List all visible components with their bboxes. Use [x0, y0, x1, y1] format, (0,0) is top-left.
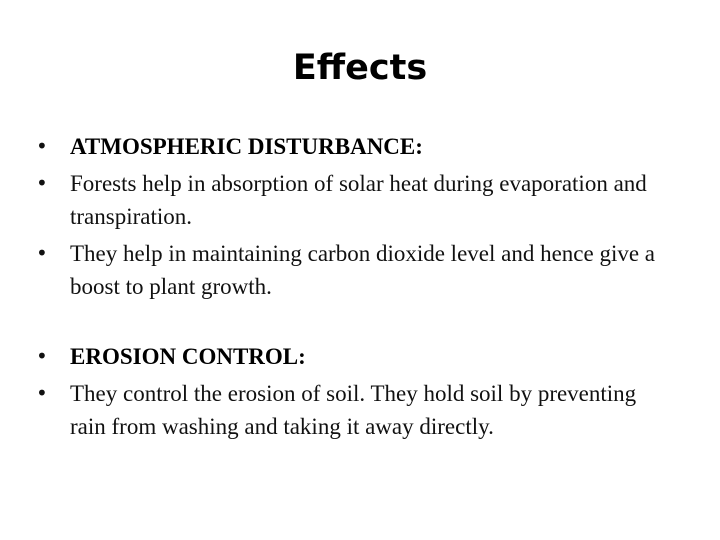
list-item-erosion-heading [36, 340, 676, 373]
section-heading-atmospheric: ATMOSPHERIC DISTURBANCE: [70, 134, 423, 159]
bullet-icon: • [36, 134, 48, 158]
bullet-icon: • [36, 171, 48, 195]
list-item-solar-heat [36, 167, 676, 233]
list-item-atmospheric-heading [36, 130, 676, 163]
slide-title: Effects [292, 48, 428, 88]
section-heading-erosion: EROSION CONTROL: [70, 344, 306, 369]
list-item-soil-erosion [36, 377, 676, 443]
list-item-text: Forests help in absorption of solar heat during evaporation and transpiration. [70, 171, 647, 229]
bullet-icon: • [36, 241, 48, 265]
bullet-list [36, 130, 676, 447]
list-item-carbon-dioxide [36, 237, 676, 303]
bullet-icon: • [36, 381, 48, 405]
list-item-text: They control the erosion of soil. They hold soil by preventing rain from washing and taking it away directly. [70, 381, 637, 439]
list-item-text: They help in maintaining carbon dioxide level and hence give a boost to plant growth. [70, 241, 656, 299]
bullet-icon: • [36, 344, 48, 368]
